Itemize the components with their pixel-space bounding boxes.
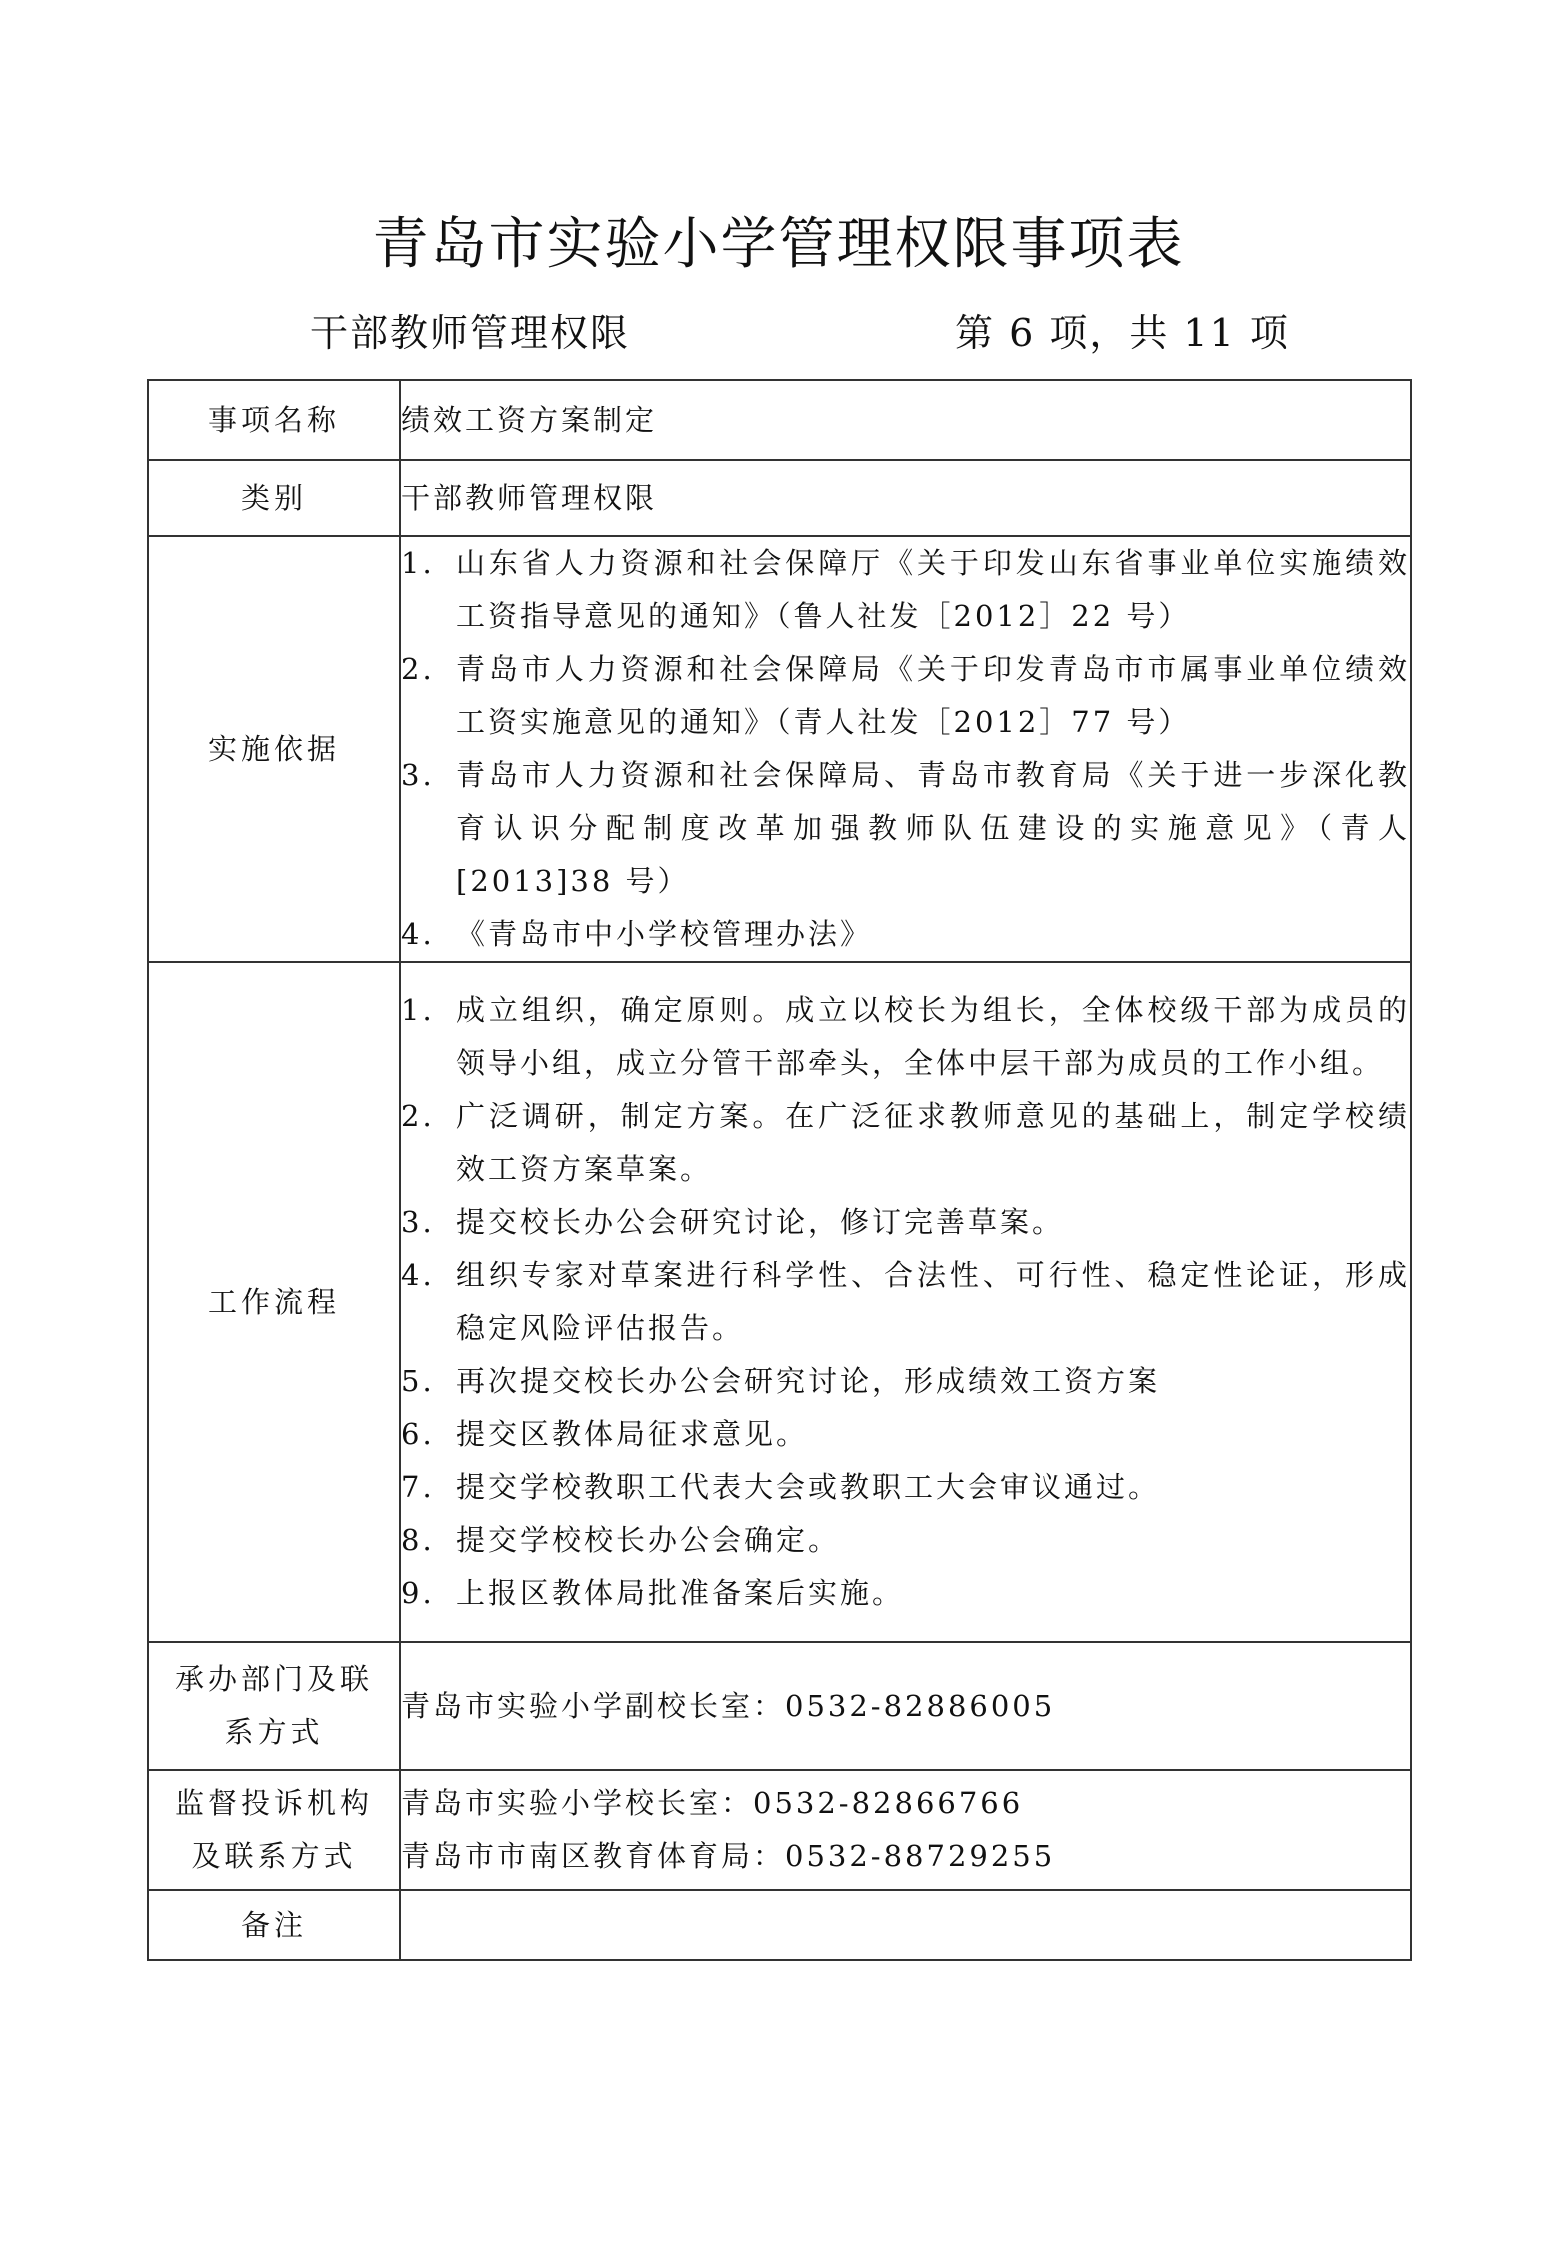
list-item	[401, 1090, 1410, 1196]
row-label: 实施依据	[148, 536, 400, 962]
authority-table	[147, 379, 1412, 1961]
item-number: 1.	[401, 993, 435, 1027]
item-text: 青岛市人力资源和社会保障局、青岛市教育局《关于进一步深化教育认识分配制度改革加强教师队伍建设的实施意见》（青人[2013]38 号）	[456, 758, 1410, 898]
item-text: 提交学校教职工代表大会或教职工大会审议通过。	[456, 1470, 1161, 1504]
row-label	[148, 1642, 400, 1770]
item-text: 组织专家对草案进行科学性、合法性、可行性、稳定性论证，形成稳定风险评估报告。	[456, 1258, 1410, 1345]
page-title: 青岛市实验小学管理权限事项表	[372, 212, 1185, 277]
workflow-list	[400, 962, 1411, 1642]
row-value	[400, 1770, 1411, 1890]
category-subtitle: 干部教师管理权限	[310, 311, 631, 355]
item-number: 2.	[401, 652, 435, 686]
item-text: 青岛市人力资源和社会保障局《关于印发青岛市市属事业单位绩效工资实施意见的通知》（青人社发［2012］77 号）	[456, 652, 1410, 739]
list-item	[401, 984, 1410, 1090]
row-label	[148, 1770, 400, 1890]
item-text: 山东省人力资源和社会保障厅《关于印发山东省事业单位实施绩效工资指导意见的通知》（鲁人社发［2012］22 号）	[456, 546, 1410, 633]
item-number: 5.	[401, 1364, 435, 1398]
list-item	[401, 908, 1410, 961]
item-text: 提交区教体局征求意见。	[456, 1417, 809, 1451]
row-label-line: 承办部门及联	[174, 1662, 373, 1696]
item-text: 提交校长办公会研究讨论，修订完善草案。	[456, 1205, 1065, 1239]
contact-line: 青岛市市南区教育体育局：0532-88729255	[401, 1839, 1056, 1873]
item-text: 广泛调研，制定方案。在广泛征求教师意见的基础上，制定学校绩效工资方案草案。	[456, 1099, 1410, 1186]
list-item	[401, 1355, 1410, 1408]
table-row-basis	[148, 536, 1411, 962]
table-row-department	[148, 1642, 1411, 1770]
item-number: 4.	[401, 917, 435, 951]
row-value: 干部教师管理权限	[400, 460, 1411, 536]
item-index-subtitle: 第 6 项，共 11 项	[955, 311, 1290, 355]
row-label: 类别	[148, 460, 400, 536]
row-label-line: 系方式	[224, 1715, 324, 1749]
row-value: 青岛市实验小学副校长室：0532-82886005	[400, 1642, 1411, 1770]
item-number: 8.	[401, 1523, 435, 1557]
list-item	[401, 643, 1410, 749]
list-item	[401, 1567, 1410, 1620]
item-text: 成立组织，确定原则。成立以校长为组长，全体校级干部为成员的领导小组，成立分管干部牵头，全体中层干部为成员的工作小组。	[456, 993, 1410, 1080]
item-number: 3.	[401, 1205, 435, 1239]
row-label-line: 监督投诉机构	[174, 1786, 373, 1820]
item-number: 7.	[401, 1470, 435, 1504]
list-item	[401, 1461, 1410, 1514]
list-item	[401, 749, 1410, 908]
list-item	[401, 1249, 1410, 1355]
row-label: 工作流程	[148, 962, 400, 1642]
row-value: 绩效工资方案制定	[400, 380, 1411, 460]
item-text: 《青岛市中小学校管理办法》	[456, 917, 873, 951]
item-number: 6.	[401, 1417, 435, 1451]
list-item	[401, 1514, 1410, 1567]
item-number: 2.	[401, 1099, 435, 1133]
row-label: 备注	[148, 1890, 400, 1960]
row-label-line: 及联系方式	[191, 1839, 357, 1873]
row-value	[400, 1890, 1411, 1960]
basis-list	[400, 536, 1411, 962]
row-label: 事项名称	[148, 380, 400, 460]
item-number: 9.	[401, 1576, 435, 1610]
list-item	[401, 537, 1410, 643]
list-item	[401, 1408, 1410, 1461]
item-text: 上报区教体局批准备案后实施。	[456, 1576, 905, 1610]
item-text: 再次提交校长办公会研究讨论，形成绩效工资方案	[456, 1364, 1161, 1398]
table-row-workflow	[148, 962, 1411, 1642]
list-item	[401, 1196, 1410, 1249]
table-row-supervision	[148, 1770, 1411, 1890]
contact-line: 青岛市实验小学校长室：0532-82866766	[401, 1786, 1024, 1820]
item-number: 1.	[401, 546, 435, 580]
table-row-item-name	[148, 380, 1411, 460]
item-number: 3.	[401, 758, 435, 792]
item-text: 提交学校校长办公会确定。	[456, 1523, 841, 1557]
table-row-category	[148, 460, 1411, 536]
item-number: 4.	[401, 1258, 435, 1292]
table-row-remarks	[148, 1890, 1411, 1960]
